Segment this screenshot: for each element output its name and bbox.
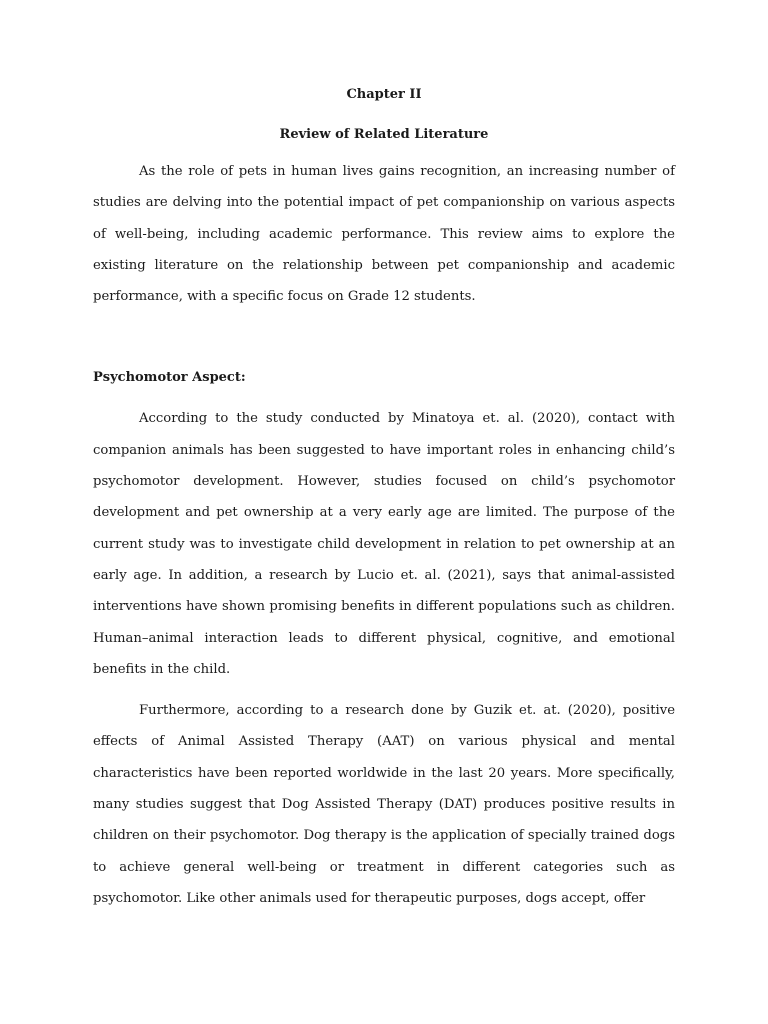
section-title: Review of Related Literature [279,127,489,142]
chapter-heading: Chapter II [346,87,422,102]
psychomotor-heading: Psychomotor Aspect: [93,370,246,386]
document-page [93,78,675,914]
psychomotor-paragraph-1: According to the study conducted by Minatoya et. al. (2020), contact with companion animals has been suggested to have important roles in enhancing child’s psychomotor development. However, studies focused on child’s psychomotor development and pet ownership at a very early age are limited. The purpose of the current study was to investigate child development in relation to pet ownership at an early age. In addition, a research by Lucio et. al. (2021), says that animal-assisted interventions have shown promising benefits in different populations such as children. Human–animal interaction leads to different physical, cognitive, and emotional benefits in the child. [93,411,675,677]
paragraph-gap [93,685,675,695]
intro-paragraph: As the role of pets in human lives gains recognition, an increasing number of studies are delving into the potential impact of pet companionship on various aspects of well-being, including academic performance. This review aims to explore the existing literature on the relationship between pet companionship and academic performance, with a specific focus on Grade 12 students. [93,164,675,305]
psychomotor-paragraph-2: Furthermore, according to a research done by Guzik et. at. (2020), positive effects of Animal Assisted Therapy (AAT) on various physical and mental characteristics have been reported worldwide in the last 20 years. More specifically, many studies suggest that Dog Assisted Therapy (DAT) produces positive results in children on their psychomotor. Dog therapy is the application of specially trained dogs to achieve general well-being or treatment in different categories such as psychomotor. Like other animals used for therapeutic purposes, dogs accept, offer [93,703,675,906]
